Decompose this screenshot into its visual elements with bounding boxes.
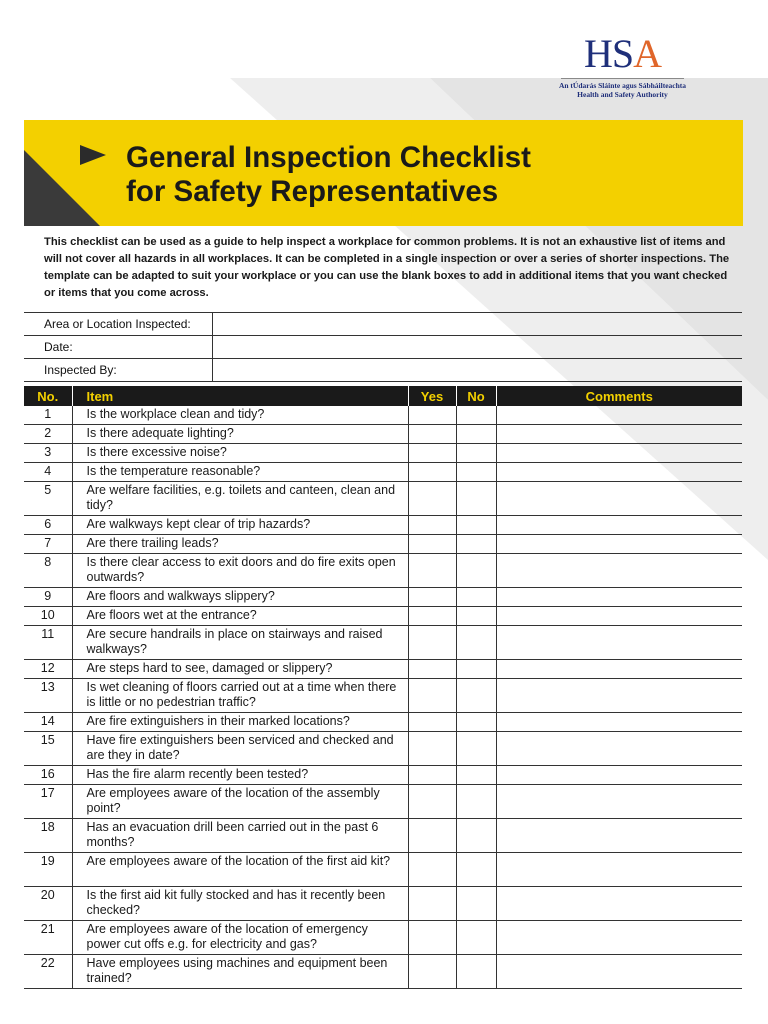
row-item: Are steps hard to see, damaged or slippery? [72, 660, 408, 679]
area-field[interactable] [213, 313, 743, 336]
no-checkbox-cell[interactable] [456, 554, 496, 588]
comments-cell[interactable] [496, 819, 742, 853]
row-number: 7 [24, 535, 72, 554]
table-row [24, 955, 742, 989]
table-row [24, 607, 742, 626]
no-checkbox-cell[interactable] [456, 607, 496, 626]
comments-cell[interactable] [496, 444, 742, 463]
date-field[interactable] [213, 336, 743, 359]
no-checkbox-cell[interactable] [456, 853, 496, 887]
logo-mark: HSA [583, 31, 662, 76]
comments-cell[interactable] [496, 463, 742, 482]
hsa-logo [555, 31, 690, 106]
table-row [24, 588, 742, 607]
row-number: 20 [24, 887, 72, 921]
row-item: Are floors wet at the entrance? [72, 607, 408, 626]
yes-checkbox-cell[interactable] [408, 516, 456, 535]
row-item: Is there clear access to exit doors and do fire exits open outwards? [72, 554, 408, 588]
play-arrow-icon [80, 145, 106, 165]
no-checkbox-cell[interactable] [456, 482, 496, 516]
row-item: Are employees aware of the location of emergency power cut offs e.g. for electricity and gas? [72, 921, 408, 955]
no-checkbox-cell[interactable] [456, 921, 496, 955]
row-number: 10 [24, 607, 72, 626]
inspection-info-table [24, 312, 742, 382]
row-number: 21 [24, 921, 72, 955]
row-item: Are floors and walkways slippery? [72, 588, 408, 607]
row-item: Is wet cleaning of floors carried out at a time when there is little or no pedestrian traffic? [72, 679, 408, 713]
row-item: Is the temperature reasonable? [72, 463, 408, 482]
comments-cell[interactable] [496, 554, 742, 588]
table-row [24, 679, 742, 713]
row-item: Have employees using machines and equipment been trained? [72, 955, 408, 989]
table-row [24, 626, 742, 660]
yes-checkbox-cell[interactable] [408, 921, 456, 955]
no-checkbox-cell[interactable] [456, 766, 496, 785]
no-checkbox-cell[interactable] [456, 463, 496, 482]
table-row [24, 785, 742, 819]
logo-irish-name: An tÚdarás Sláinte agus Sábháilteachta [558, 81, 687, 90]
comments-cell[interactable] [496, 588, 742, 607]
yes-checkbox-cell[interactable] [408, 660, 456, 679]
row-number: 22 [24, 955, 72, 989]
row-item: Has the fire alarm recently been tested? [72, 766, 408, 785]
date-label: Date: [24, 336, 213, 359]
table-row [24, 853, 742, 887]
header-no-col: No [456, 386, 496, 406]
table-row [24, 732, 742, 766]
comments-cell[interactable] [496, 785, 742, 819]
inspected-by-field[interactable] [213, 359, 743, 382]
yes-checkbox-cell[interactable] [408, 463, 456, 482]
table-row [24, 713, 742, 732]
no-checkbox-cell[interactable] [456, 626, 496, 660]
table-row [24, 444, 742, 463]
table-row [24, 887, 742, 921]
row-item: Are employees aware of the location of the first aid kit? [72, 853, 408, 887]
row-number: 3 [24, 444, 72, 463]
row-item: Are fire extinguishers in their marked locations? [72, 713, 408, 732]
no-checkbox-cell[interactable] [456, 516, 496, 535]
comments-cell[interactable] [496, 853, 742, 887]
row-number: 9 [24, 588, 72, 607]
row-number: 13 [24, 679, 72, 713]
header-yes: Yes [408, 386, 456, 406]
row-number: 1 [24, 406, 72, 425]
row-number: 2 [24, 425, 72, 444]
row-item: Are there trailing leads? [72, 535, 408, 554]
comments-cell[interactable] [496, 887, 742, 921]
header-no: No. [24, 386, 72, 406]
row-item: Is the workplace clean and tidy? [72, 406, 408, 425]
no-checkbox-cell[interactable] [456, 887, 496, 921]
comments-cell[interactable] [496, 406, 742, 425]
no-checkbox-cell[interactable] [456, 444, 496, 463]
table-row [24, 535, 742, 554]
table-row [24, 406, 742, 425]
table-row [24, 660, 742, 679]
table-row [24, 463, 742, 482]
row-item: Have fire extinguishers been serviced and checked and are they in date? [72, 732, 408, 766]
no-checkbox-cell[interactable] [456, 785, 496, 819]
yes-checkbox-cell[interactable] [408, 819, 456, 853]
row-number: 8 [24, 554, 72, 588]
no-checkbox-cell[interactable] [456, 819, 496, 853]
no-checkbox-cell[interactable] [456, 732, 496, 766]
yes-checkbox-cell[interactable] [408, 785, 456, 819]
comments-cell[interactable] [496, 921, 742, 955]
yes-checkbox-cell[interactable] [408, 626, 456, 660]
row-item: Are secure handrails in place on stairways and raised walkways? [72, 626, 408, 660]
row-number: 14 [24, 713, 72, 732]
no-checkbox-cell[interactable] [456, 679, 496, 713]
row-item: Are employees aware of the location of the assembly point? [72, 785, 408, 819]
logo-english-name: Health and Safety Authority [577, 90, 668, 99]
yes-checkbox-cell[interactable] [408, 955, 456, 989]
row-number: 12 [24, 660, 72, 679]
yes-checkbox-cell[interactable] [408, 887, 456, 921]
area-label: Area or Location Inspected: [24, 313, 213, 336]
header-item: Item [72, 386, 408, 406]
intro-paragraph: This checklist can be used as a guide to help inspect a workplace for common problems. It is not an exhaustive list of items and will not cover all hazards in all workplaces. It can be completed in a single inspection or over a series of shorter inspections. The template can be adapted to suit your workplace or you can use the blank boxes to add in additional items that you want checked or items that you come across. [44, 236, 730, 299]
comments-cell[interactable] [496, 535, 742, 554]
table-row [24, 425, 742, 444]
info-row-date [24, 336, 742, 359]
row-number: 19 [24, 853, 72, 887]
comments-cell[interactable] [496, 713, 742, 732]
yes-checkbox-cell[interactable] [408, 406, 456, 425]
comments-cell[interactable] [496, 766, 742, 785]
row-number: 18 [24, 819, 72, 853]
row-item: Are walkways kept clear of trip hazards? [72, 516, 408, 535]
no-checkbox-cell[interactable] [456, 955, 496, 989]
table-row [24, 819, 742, 853]
table-row [24, 554, 742, 588]
logo-divider [561, 78, 684, 79]
no-checkbox-cell[interactable] [456, 588, 496, 607]
row-number: 17 [24, 785, 72, 819]
comments-cell[interactable] [496, 425, 742, 444]
row-item: Is the first aid kit fully stocked and has it recently been checked? [72, 887, 408, 921]
yes-checkbox-cell[interactable] [408, 535, 456, 554]
info-row-area [24, 313, 742, 336]
inspected-by-label: Inspected By: [24, 359, 213, 382]
comments-cell[interactable] [496, 626, 742, 660]
info-row-inspector [24, 359, 742, 382]
comments-cell[interactable] [496, 607, 742, 626]
page-title: General Inspection Checklist for Safety Representatives [126, 141, 531, 208]
row-number: 16 [24, 766, 72, 785]
checklist-table [24, 386, 742, 989]
table-row [24, 921, 742, 955]
no-checkbox-cell[interactable] [456, 425, 496, 444]
no-checkbox-cell[interactable] [456, 660, 496, 679]
row-number: 5 [24, 482, 72, 516]
yes-checkbox-cell[interactable] [408, 444, 456, 463]
yes-checkbox-cell[interactable] [408, 732, 456, 766]
yes-checkbox-cell[interactable] [408, 425, 456, 444]
checklist-header-row [24, 386, 742, 406]
row-item: Has an evacuation drill been carried out in the past 6 months? [72, 819, 408, 853]
table-row [24, 482, 742, 516]
row-number: 11 [24, 626, 72, 660]
comments-cell[interactable] [496, 516, 742, 535]
yes-checkbox-cell[interactable] [408, 554, 456, 588]
row-item: Is there adequate lighting? [72, 425, 408, 444]
yes-checkbox-cell[interactable] [408, 679, 456, 713]
yes-checkbox-cell[interactable] [408, 713, 456, 732]
yes-checkbox-cell[interactable] [408, 853, 456, 887]
yes-checkbox-cell[interactable] [408, 766, 456, 785]
comments-cell[interactable] [496, 955, 742, 989]
yes-checkbox-cell[interactable] [408, 482, 456, 516]
row-number: 6 [24, 516, 72, 535]
yes-checkbox-cell[interactable] [408, 588, 456, 607]
checklist-body [24, 406, 742, 989]
comments-cell[interactable] [496, 732, 742, 766]
no-checkbox-cell[interactable] [456, 406, 496, 425]
header-comments: Comments [496, 386, 742, 406]
row-item: Is there excessive noise? [72, 444, 408, 463]
row-item: Are welfare facilities, e.g. toilets and canteen, clean and tidy? [72, 482, 408, 516]
comments-cell[interactable] [496, 679, 742, 713]
table-row [24, 766, 742, 785]
comments-cell[interactable] [496, 660, 742, 679]
row-number: 15 [24, 732, 72, 766]
row-number: 4 [24, 463, 72, 482]
comments-cell[interactable] [496, 482, 742, 516]
no-checkbox-cell[interactable] [456, 535, 496, 554]
yes-checkbox-cell[interactable] [408, 607, 456, 626]
no-checkbox-cell[interactable] [456, 713, 496, 732]
table-row [24, 516, 742, 535]
